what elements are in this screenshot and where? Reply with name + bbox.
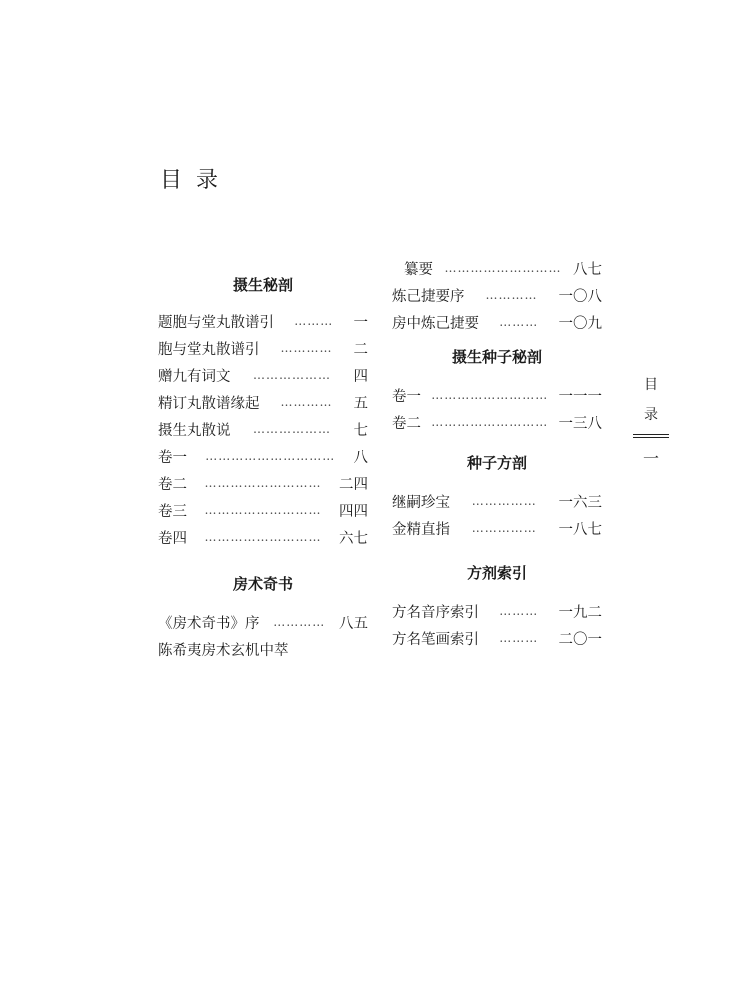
dot-leader: ………… — [273, 615, 326, 629]
toc-entry[interactable] — [392, 598, 602, 625]
dot-leader: ………… — [485, 288, 538, 302]
toc-entry[interactable] — [158, 609, 368, 636]
entry-page: 二〇一 — [558, 632, 602, 648]
entry-page: 一一一 — [558, 389, 602, 405]
entry-page: 一六三 — [558, 495, 602, 511]
toc-entry[interactable] — [392, 282, 602, 309]
entry-page: 七 — [353, 423, 368, 439]
toc-entry[interactable] — [158, 389, 368, 416]
section-heading: 摄生种子秘剖 — [451, 348, 542, 366]
dot-leader: ……………… — [253, 368, 331, 382]
toc-entry[interactable] — [158, 308, 368, 335]
dot-leader: ……………………… — [431, 415, 549, 429]
toc-entry[interactable] — [392, 625, 602, 652]
dot-leader: …………… — [471, 494, 537, 508]
toc-entry[interactable] — [158, 443, 368, 470]
dot-leader: ……… — [499, 315, 539, 329]
entry-title: 题胞与堂丸散谱引 — [158, 315, 274, 331]
entry-title: 赠九有词文 — [158, 369, 231, 385]
dot-leader: ……… — [499, 604, 539, 618]
toc-entry[interactable] — [158, 470, 368, 497]
entry-title: 卷四 — [158, 531, 187, 547]
section-heading: 种子方剖 — [466, 454, 527, 472]
entry-title: 《房术奇书》序 — [158, 616, 260, 632]
divider — [633, 437, 669, 438]
entry-page: 四 — [353, 369, 368, 385]
toc-entry[interactable] — [158, 497, 368, 524]
toc-right-column — [392, 255, 602, 652]
entry-page: 六七 — [339, 531, 368, 547]
entry-page: 二四 — [339, 477, 368, 493]
page-number: 一 — [642, 449, 659, 468]
running-head — [633, 370, 669, 474]
entry-page: 四四 — [339, 504, 368, 520]
toc-entry[interactable] — [158, 362, 368, 389]
toc-entry[interactable] — [392, 255, 602, 282]
entry-title: 纂要 — [404, 262, 433, 278]
toc-entry[interactable] — [158, 416, 368, 443]
entry-title: 卷二 — [158, 477, 187, 493]
entry-page: 一三八 — [558, 416, 602, 432]
toc-entry[interactable] — [158, 636, 368, 663]
entry-title: 炼己捷要序 — [392, 289, 465, 305]
entry-title: 摄生丸散说 — [158, 423, 231, 439]
entry-page: 八七 — [573, 262, 602, 278]
entry-page: 一〇九 — [558, 316, 602, 332]
dot-leader: ……………………… — [204, 530, 322, 544]
dot-leader: ……………… — [253, 422, 331, 436]
entry-title: 卷三 — [158, 504, 187, 520]
dot-leader: ………… — [280, 395, 333, 409]
entry-title: 卷一 — [392, 389, 421, 405]
page-title: 目录 — [160, 168, 233, 193]
toc-entry[interactable] — [392, 409, 602, 436]
entry-title: 卷二 — [392, 416, 421, 432]
section-heading: 方剂索引 — [466, 564, 527, 582]
dot-leader: ……………………… — [204, 503, 322, 517]
entry-title: 精订丸散谱缘起 — [158, 396, 260, 412]
entry-page: 一九二 — [558, 605, 602, 621]
entry-page: 八 — [353, 450, 368, 466]
dot-leader: ……………………… — [431, 388, 549, 402]
entry-title: 房中炼己捷要 — [392, 316, 479, 332]
toc-entry[interactable] — [392, 382, 602, 409]
dot-leader: ………… — [280, 341, 333, 355]
entry-title: 胞与堂丸散谱引 — [158, 342, 260, 358]
entry-title: 金精直指 — [392, 522, 450, 538]
toc-entry[interactable] — [158, 335, 368, 362]
entry-page: 五 — [353, 396, 368, 412]
section-heading: 摄生秘剖 — [232, 276, 293, 294]
dot-leader: ……………………… — [204, 476, 322, 490]
toc-left-column — [158, 270, 368, 663]
entry-title: 陈希夷房术玄机中萃 — [158, 643, 289, 659]
divider — [633, 434, 669, 435]
dot-leader: ……… — [499, 631, 539, 645]
entry-page: 八五 — [339, 616, 368, 632]
entry-title: 方名音序索引 — [392, 605, 479, 621]
entry-page: 一〇八 — [558, 289, 602, 305]
dot-leader: ……………………… — [444, 261, 562, 275]
entry-title: 继嗣珍宝 — [392, 495, 450, 511]
section-heading: 房术奇书 — [232, 575, 293, 593]
toc-entry[interactable] — [392, 309, 602, 336]
toc-entry[interactable] — [392, 488, 602, 515]
running-head-char: 目 — [644, 377, 658, 393]
entry-page: 一八七 — [558, 522, 602, 538]
dot-leader: …………… — [471, 521, 537, 535]
entry-page: 二 — [353, 342, 368, 358]
entry-title: 方名笔画索引 — [392, 632, 479, 648]
dot-leader: ……… — [294, 314, 334, 328]
dot-leader: ………………………… — [205, 449, 336, 463]
toc-entry[interactable] — [158, 524, 368, 551]
entry-page: 一 — [353, 315, 368, 331]
entry-title: 卷一 — [158, 450, 187, 466]
running-head-char: 录 — [644, 407, 658, 423]
toc-entry[interactable] — [392, 515, 602, 542]
